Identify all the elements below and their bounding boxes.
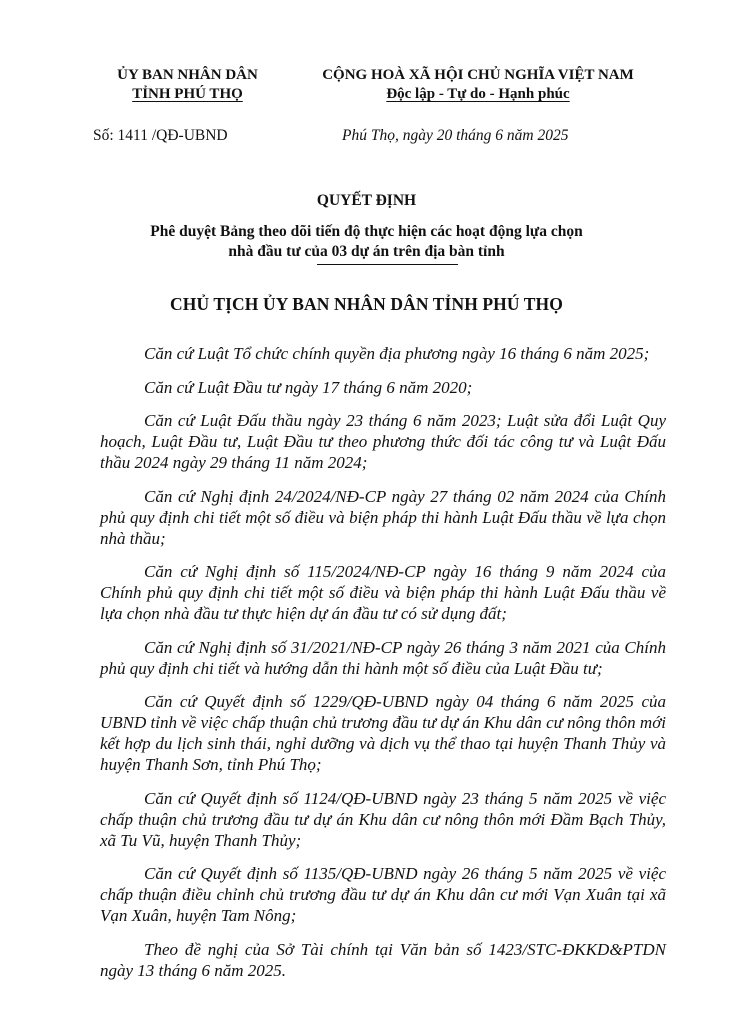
paragraph: Căn cứ Luật Đấu thầu ngày 23 tháng 6 năm 2023; Luật sửa đổi Luật Quy hoạch, Luật Đầu tư, Luật Đầu tư theo phương thức đối tác công tư và Luật Đấu thầu 2024 ngày 29 tháng 11 năm 2024; <box>100 411 666 472</box>
national-header <box>288 66 668 104</box>
org-line-2: TỈNH PHÚ THỌ <box>132 86 243 102</box>
document-subtitle <box>110 222 623 262</box>
paragraph: Căn cứ Nghị định số 31/2021/NĐ-CP ngày 26 tháng 3 năm 2021 của Chính phủ quy định chi tiết và hướng dẫn thi hành một số điều của Luật Đầu tư; <box>100 637 666 678</box>
legal-basis <box>100 343 666 993</box>
document-number: Số: 1411 /QĐ-UBND <box>93 127 228 144</box>
issuing-authority <box>100 66 275 104</box>
paragraph: Căn cứ Quyết định số 1135/QĐ-UBND ngày 26 tháng 5 năm 2025 về việc chấp thuận điều chỉnh chủ trương đầu tư dự án Khu dân cư mới Vạn Xuân tại xã Vạn Xuân, huyện Tam Nông; <box>100 864 666 925</box>
authority-heading: CHỦ TỊCH ỦY BAN NHÂN DÂN TỈNH PHÚ THỌ <box>170 294 563 314</box>
nation-line-1: CỘNG HOÀ XÃ HỘI CHỦ NGHĨA VIỆT NAM <box>322 67 634 83</box>
document-title: QUYẾT ĐỊNH <box>316 192 417 209</box>
paragraph: Căn cứ Luật Đầu tư ngày 17 tháng 6 năm 2020; <box>144 377 473 397</box>
org-line-1: ỦY BAN NHÂN DÂN <box>117 67 258 83</box>
paragraph: Theo đề nghị của Sở Tài chính tại Văn bản số 1423/STC-ĐKKD&PTDN ngày 13 tháng 6 năm 2025. <box>100 939 666 980</box>
nation-motto: Độc lập - Tự do - Hạnh phúc <box>386 86 570 102</box>
paragraph: Căn cứ Nghị định 24/2024/NĐ-CP ngày 27 tháng 02 năm 2024 của Chính phủ quy định chi tiết một số điều và biện pháp thi hành Luật Đấu thầu về lựa chọn nhà thầu; <box>100 486 666 548</box>
subtitle-divider <box>317 264 458 265</box>
paragraph: Căn cứ Nghị định số 115/2024/NĐ-CP ngày 16 tháng 9 năm 2024 của Chính phủ quy định chi tiết một số điều và biện pháp thi hành Luật Đấu thầu về lựa chọn nhà đầu tư thực hiện dự án đầu tư có sử dụng đất; <box>100 562 666 623</box>
document-date: Phú Thọ, ngày 20 tháng 6 năm 2025 <box>342 127 569 144</box>
subtitle-line-2: nhà đầu tư của 03 dự án trên địa bàn tỉnh <box>228 243 505 260</box>
subtitle-line-1: Phê duyệt Bảng theo dõi tiến độ thực hiện các hoạt động lựa chọn <box>150 223 583 240</box>
paragraph: Căn cứ Luật Tổ chức chính quyền địa phương ngày 16 tháng 6 năm 2025; <box>144 344 650 363</box>
paragraph: Căn cứ Quyết định số 1124/QĐ-UBND ngày 23 tháng 5 năm 2025 về việc chấp thuận chủ trương đầu tư dự án Khu dân cư nông thôn mới Đầm Bạch Thủy, xã Tu Vũ, huyện Thanh Thủy; <box>100 788 666 850</box>
paragraph: Căn cứ Quyết định số 1229/QĐ-UBND ngày 04 tháng 6 năm 2025 của UBND tỉnh về việc chấp thuận chủ trương đầu tư dự án Khu dân cư nông thôn mới kết hợp du lịch sinh thái, nghỉ dưỡng và dịch vụ thể thao tại huyện Thanh Thủy và huyện Thanh Sơn, tỉnh Phú Thọ; <box>100 692 666 774</box>
